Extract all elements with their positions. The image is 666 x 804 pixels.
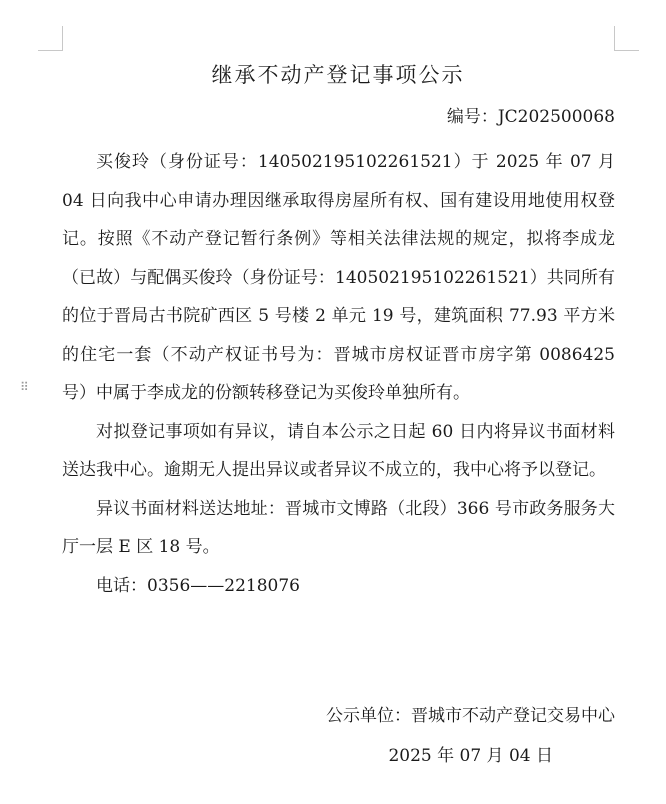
paragraph-objection-notice: 对拟登记事项如有异议，请自本公示之日起 60 日内将异议书面材料送达我中心。逾期无人提出异议或者异议不成立的，我中心将予以登记。 [62, 421, 615, 480]
document-number: 编号：JC202500068 [446, 107, 615, 127]
document-title: 继承不动产登记事项公示 [211, 63, 465, 87]
paragraph-phone: 电话：0356——2218076 [96, 575, 300, 596]
document-body [62, 143, 615, 605]
paragraph-address: 异议书面材料送达地址：晋城市文博路（北段）366 号市政务服务大厅一层 E 区 18 号。 [62, 498, 615, 557]
page-corner-mark-top-left [38, 26, 63, 51]
paragraph-application: 买俊玲（身份证号：140502195102261521）于 2025 年 07 月 04 日向我中心申请办理因继承取得房屋所有权、国有建设用地使用权登记。按照《不动产登记暂行条例》等相关法律法规的规定，拟将李成龙（已故）与配偶买俊玲（身份证号：140502195102261521）共同所有的位于晋局古书院矿西区 5 号楼 2 单元 19 号，建筑面积 77.93 平方米的住宅一套（不动产权证书号为：晋城市房权证晋市房字第 0086425 号）中属于李成龙的份额转移登记为买俊玲单独所有。 [62, 152, 615, 403]
drag-handle-icon[interactable]: ⠿ [20, 380, 30, 394]
signature-unit: 公示单位：晋城市不动产登记交易中心 [326, 706, 615, 726]
signature-date: 2025 年 07 月 04 日 [388, 746, 553, 766]
page-corner-mark-top-right [614, 26, 639, 51]
